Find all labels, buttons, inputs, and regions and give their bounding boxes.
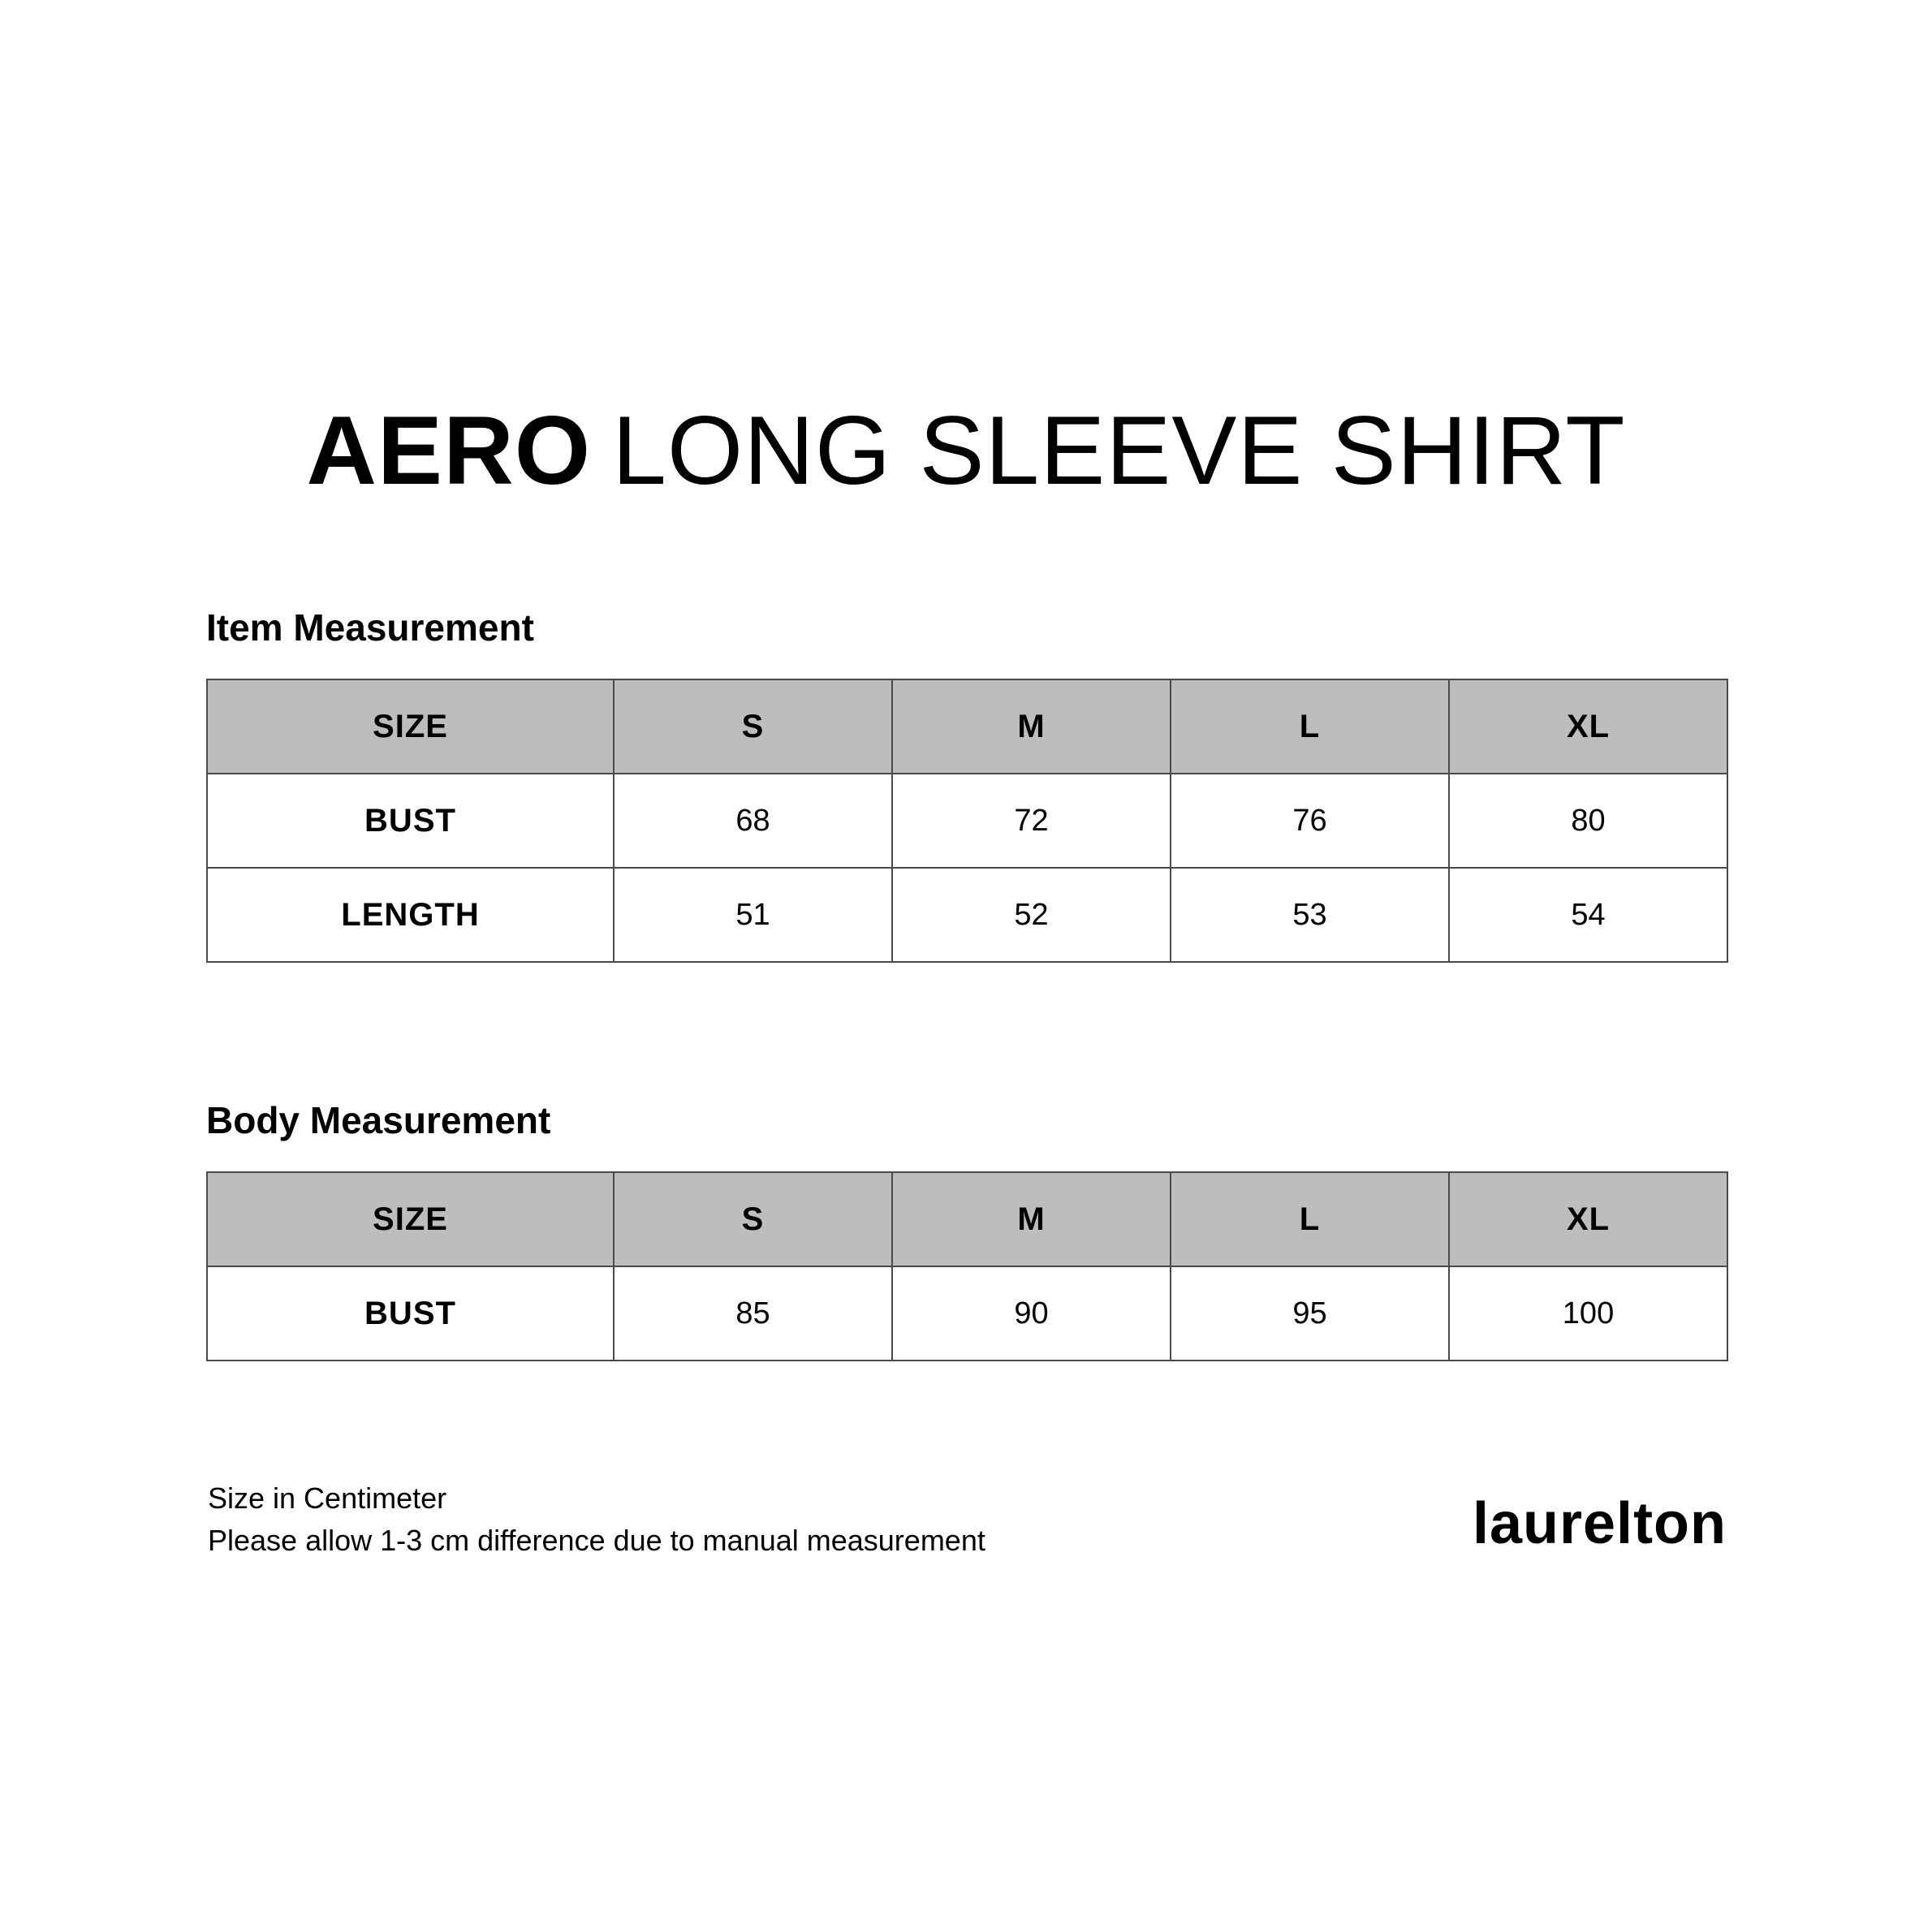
table-cell: 85 xyxy=(614,1266,892,1361)
tolerance-note: Please allow 1-3 cm difference due to manual measurement xyxy=(208,1524,985,1557)
units-note: Size in Centimeter xyxy=(208,1481,447,1515)
column-header-s: S xyxy=(614,679,892,774)
size-notes xyxy=(208,1477,985,1562)
title-product-type: LONG SLEEVE SHIRT xyxy=(612,396,1626,505)
body-measurement-table xyxy=(206,1171,1728,1361)
table-cell: 52 xyxy=(892,868,1171,962)
table-cell: 53 xyxy=(1171,868,1449,962)
table-cell: 51 xyxy=(614,868,892,962)
table-row xyxy=(207,774,1727,868)
table-cell: 76 xyxy=(1171,774,1449,868)
table-row xyxy=(207,1266,1727,1361)
table-header-row xyxy=(207,679,1727,774)
column-header-xl: XL xyxy=(1449,1172,1727,1266)
column-header-l: L xyxy=(1171,1172,1449,1266)
table-cell: 80 xyxy=(1449,774,1727,868)
table-cell: 54 xyxy=(1449,868,1727,962)
column-header-l: L xyxy=(1171,679,1449,774)
brand-logo: laurelton xyxy=(1472,1491,1727,1556)
table-cell: 68 xyxy=(614,774,892,868)
row-label-length: LENGTH xyxy=(207,868,614,962)
table-cell: 90 xyxy=(892,1266,1171,1361)
page-title xyxy=(0,398,1932,503)
column-header-m: M xyxy=(892,679,1171,774)
table-cell: 95 xyxy=(1171,1266,1449,1361)
table-header-row xyxy=(207,1172,1727,1266)
row-label-bust: BUST xyxy=(207,774,614,868)
table-row xyxy=(207,868,1727,962)
column-header-size: SIZE xyxy=(207,1172,614,1266)
row-label-bust: BUST xyxy=(207,1266,614,1361)
item-measurement-table xyxy=(206,679,1728,963)
table-cell: 72 xyxy=(892,774,1171,868)
item-measurement-heading: Item Measurement xyxy=(206,606,534,649)
body-measurement-heading: Body Measurement xyxy=(206,1099,551,1141)
column-header-xl: XL xyxy=(1449,679,1727,774)
column-header-size: SIZE xyxy=(207,679,614,774)
column-header-m: M xyxy=(892,1172,1171,1266)
title-product-name: AERO xyxy=(306,396,592,505)
column-header-s: S xyxy=(614,1172,892,1266)
table-cell: 100 xyxy=(1449,1266,1727,1361)
